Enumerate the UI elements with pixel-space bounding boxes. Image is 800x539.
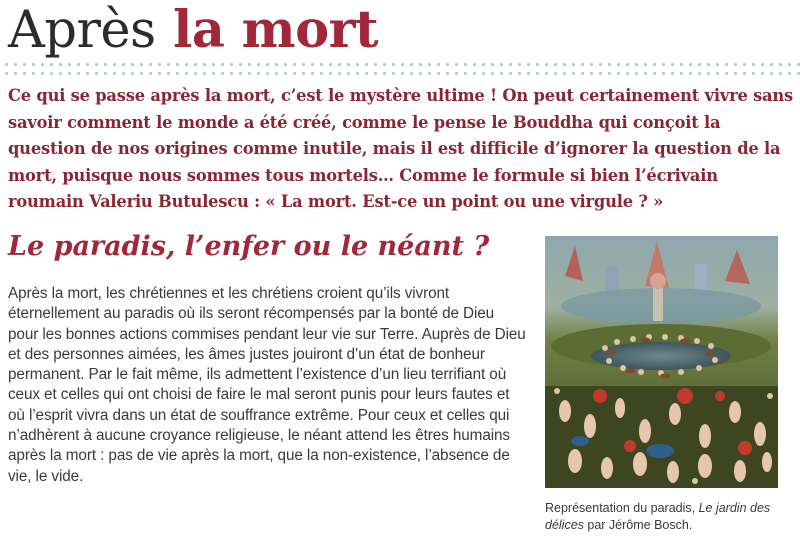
dotted-divider [0,60,800,78]
painting-image [545,236,778,488]
figure-caption [545,500,795,534]
caption-prefix: Représentation du paradis, [545,501,699,515]
intro-paragraph: Ce qui se passe après la mort, c’est le mystère ultime ! On peut certainement vivre sans savoir comment le monde a été créé, comme le pense le Bouddha qui conçoit la question de nos origines comme inutile, mais il est difficile d’ignorer la question de la mort, puisque nous sommes tous mortels… Comme le formule si bien l’écrivain roumain Valeriu Butulescu : « La mort. Est-ce un point ou une virgule ? » [8,86,794,211]
page-title-part1: Après [8,1,156,60]
page-title-part2: la mort [172,0,379,60]
caption-artwork-title: Le jardin des délices [545,501,771,532]
section-body: Après la mort, les chrétiennes et les chrétiens croient qu’ils vivront éternellement au paradis où ils seront récompensés par la bonté de Dieu pour les bonnes actions commises pendant leur vie sur Terre. Auprès de Dieu et des personnes aimées, les âmes justes jouiront d’un état de bonheur permanent. Par le fait même, ils admettent l’existence d’un lieu terrifiant où ceux et celles qui ont choisi de faire le mal seront punis pour leurs fautes et où l’esprit vivra dans un état de souffrance extrême. Pour ceux et celles qui n’adhèrent à aucune croyance religieuse, le néant attend les êtres humains après la mort : pas de vie après la mort, que la non-existence, l’absence de vie, le vide. [8,285,526,485]
page-title [8,0,378,61]
section-title: Le paradis, l’enfer ou le néant ? [8,231,490,262]
caption-suffix: par Jérôme Bosch. [583,518,693,532]
garden-of-delights-illustration [545,236,778,488]
